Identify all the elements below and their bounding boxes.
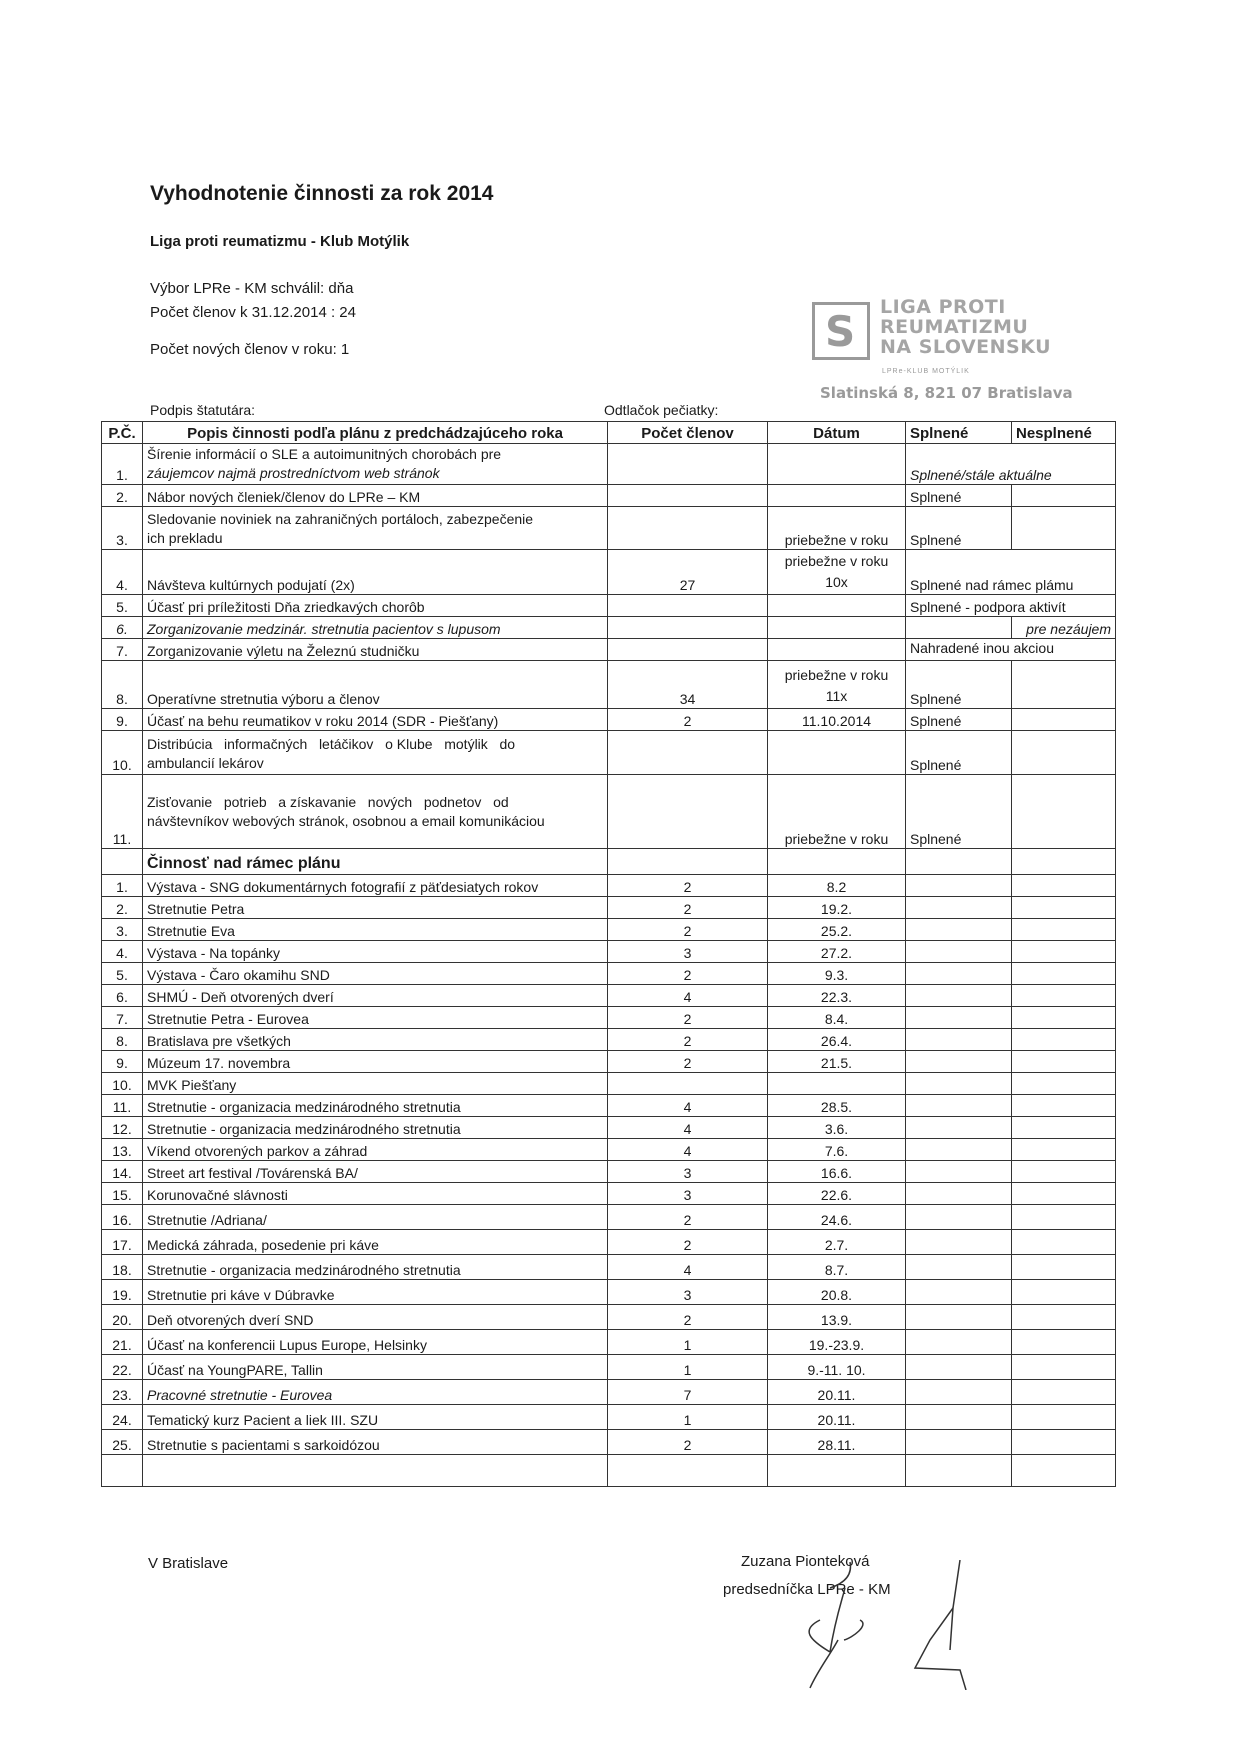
row-members: 4 xyxy=(608,1139,768,1161)
table-row xyxy=(102,1117,1116,1139)
row-date xyxy=(768,617,906,639)
table-row xyxy=(102,1051,1116,1073)
footer-name: Zuzana Pionteková xyxy=(741,1553,870,1570)
row-done: Nahradené inou akciou xyxy=(906,639,1116,661)
row-description: Stretnutie Eva xyxy=(143,919,608,941)
row-members: 3 xyxy=(608,941,768,963)
table-row xyxy=(102,1405,1116,1430)
row-description: Sledovanie noviniek na zahraničných portáloch, zabezpečenie ich prekladu xyxy=(143,507,608,550)
row-number: 22. xyxy=(102,1355,143,1380)
row-description: Stretnutie - organizacia medzinárodného stretnutia xyxy=(143,1255,608,1280)
row-date: 9.-11. 10. xyxy=(768,1355,906,1380)
stamp-line-2: REUMATIZMU xyxy=(880,316,1029,338)
row-done xyxy=(906,617,1012,639)
row-done xyxy=(906,1380,1012,1405)
row-members: 3 xyxy=(608,1183,768,1205)
row-not-done xyxy=(1012,897,1116,919)
row-number: 10. xyxy=(102,1073,143,1095)
row-description: Nábor nových členiek/členov do LPRe – KM xyxy=(143,485,608,507)
row-description: Účasť pri príležitosti Dňa zriedkavých chorôb xyxy=(143,595,608,617)
row-date: 28.5. xyxy=(768,1095,906,1117)
row-description: Stretnutie - organizacia medzinárodného stretnutia xyxy=(143,1095,608,1117)
table-row xyxy=(102,731,1116,775)
row-number: 4. xyxy=(102,941,143,963)
row-description: Bratislava pre všetkých xyxy=(143,1029,608,1051)
table-row xyxy=(102,1330,1116,1355)
row-not-done xyxy=(1012,1380,1116,1405)
header-no: P.Č. xyxy=(102,422,143,444)
row-number: 11. xyxy=(102,1095,143,1117)
table-row xyxy=(102,1205,1116,1230)
row-number: 16. xyxy=(102,1205,143,1230)
row-date: 7.6. xyxy=(768,1139,906,1161)
row-not-done xyxy=(1012,775,1116,849)
row-members: 27 xyxy=(608,550,768,595)
row-number: 1. xyxy=(102,444,143,485)
row-done xyxy=(906,1183,1012,1205)
table-row xyxy=(102,1280,1116,1305)
row-date: 8.2 xyxy=(768,875,906,897)
info-line-approval: Výbor LPRe - KM schválil: dňa xyxy=(150,280,354,297)
row-done xyxy=(906,1139,1012,1161)
table-row xyxy=(102,1007,1116,1029)
header-date: Dátum xyxy=(768,422,906,444)
row-not-done xyxy=(1012,485,1116,507)
row-number: 21. xyxy=(102,1330,143,1355)
row-members: 2 xyxy=(608,897,768,919)
row-number: 15. xyxy=(102,1183,143,1205)
table-row xyxy=(102,963,1116,985)
row-date: 28.11. xyxy=(768,1430,906,1455)
row-members: 7 xyxy=(608,1380,768,1405)
table-row xyxy=(102,875,1116,897)
row-not-done xyxy=(1012,731,1116,775)
row-number: 20. xyxy=(102,1305,143,1330)
row-date: 13.9. xyxy=(768,1305,906,1330)
table-row xyxy=(102,709,1116,731)
row-date: 16.6. xyxy=(768,1161,906,1183)
row-date: 25.2. xyxy=(768,919,906,941)
row-members xyxy=(608,444,768,485)
info-line-members: Počet členov k 31.12.2014 : 24 xyxy=(150,304,356,321)
row-number: 5. xyxy=(102,595,143,617)
row-members: 2 xyxy=(608,1230,768,1255)
table-row xyxy=(102,1230,1116,1255)
row-date: 26.4. xyxy=(768,1029,906,1051)
row-number: 2. xyxy=(102,897,143,919)
row-done: Splnené xyxy=(906,709,1012,731)
table-row xyxy=(102,941,1116,963)
row-not-done xyxy=(1012,507,1116,550)
row-date: 27.2. xyxy=(768,941,906,963)
row-done xyxy=(906,1029,1012,1051)
row-number: 3. xyxy=(102,507,143,550)
row-date: 20.8. xyxy=(768,1280,906,1305)
row-done xyxy=(906,941,1012,963)
stamp-line-3: NA SLOVENSKU xyxy=(880,336,1052,358)
row-done: Splnené xyxy=(906,507,1012,550)
row-not-done xyxy=(1012,919,1116,941)
row-number: 1. xyxy=(102,875,143,897)
row-description: Stretnutie /Adriana/ xyxy=(143,1205,608,1230)
row-members xyxy=(608,639,768,661)
row-not-done xyxy=(1012,1205,1116,1230)
row-description: Účasť na konferencii Lupus Europe, Helsinky xyxy=(143,1330,608,1355)
row-members: 4 xyxy=(608,1255,768,1280)
row-description: Stretnutie - organizacia medzinárodného stretnutia xyxy=(143,1117,608,1139)
row-members xyxy=(608,617,768,639)
row-members: 2 xyxy=(608,919,768,941)
row-members xyxy=(608,485,768,507)
row-members: 1 xyxy=(608,1355,768,1380)
row-number: 6. xyxy=(102,617,143,639)
row-done xyxy=(906,897,1012,919)
row-members xyxy=(608,775,768,849)
row-description: Medická záhrada, posedenie pri káve xyxy=(143,1230,608,1255)
row-done xyxy=(906,1073,1012,1095)
row-description: Stretnutie pri káve v Dúbravke xyxy=(143,1280,608,1305)
row-members: 1 xyxy=(608,1330,768,1355)
table-row xyxy=(102,1139,1116,1161)
row-number: 19. xyxy=(102,1280,143,1305)
row-description: Výstava - Na topánky xyxy=(143,941,608,963)
row-description: Stretnutie Petra xyxy=(143,897,608,919)
stamp-line-1: LIGA PROTI xyxy=(880,296,1006,318)
row-not-done xyxy=(1012,1073,1116,1095)
row-members: 4 xyxy=(608,1095,768,1117)
row-not-done xyxy=(1012,1230,1116,1255)
row-members: 2 xyxy=(608,963,768,985)
table-row xyxy=(102,485,1116,507)
row-members xyxy=(608,595,768,617)
row-date xyxy=(768,1073,906,1095)
row-number: 7. xyxy=(102,639,143,661)
row-date xyxy=(768,485,906,507)
row-date xyxy=(768,595,906,617)
table-header-row xyxy=(102,422,1116,444)
row-number: 11. xyxy=(102,775,143,849)
table-row-empty xyxy=(102,1455,1116,1487)
row-description: Víkend otvorených parkov a záhrad xyxy=(143,1139,608,1161)
table-row xyxy=(102,507,1116,550)
row-members xyxy=(608,1073,768,1095)
row-not-done xyxy=(1012,875,1116,897)
row-description: Výstava - SNG dokumentárnych fotografií z päťdesiatych rokov xyxy=(143,875,608,897)
row-not-done xyxy=(1012,1161,1116,1183)
row-date: 20.11. xyxy=(768,1380,906,1405)
row-description: Zisťovanie potrieb a získavanie nových podnetov od návštevníkov webových stránok, osobnou a email komunikáciou xyxy=(143,775,608,849)
row-number: 23. xyxy=(102,1380,143,1405)
row-description: Street art festival /Továrenská BA/ xyxy=(143,1161,608,1183)
document-title: Vyhodnotenie činnosti za rok 2014 xyxy=(150,182,494,205)
row-description: Zorganizovanie medzinár. stretnutia pacientov s lupusom xyxy=(143,617,608,639)
table-row xyxy=(102,595,1116,617)
header-description: Popis činnosti podľa plánu z predchádzajúceho roka xyxy=(143,422,608,444)
row-done xyxy=(906,1330,1012,1355)
row-number: 9. xyxy=(102,709,143,731)
row-not-done xyxy=(1012,1029,1116,1051)
row-done xyxy=(906,963,1012,985)
row-date xyxy=(768,444,906,485)
stamp-logo-icon: S xyxy=(812,302,870,360)
row-description: Operatívne stretnutia výboru a členov xyxy=(143,661,608,709)
table-row xyxy=(102,1255,1116,1280)
row-not-done xyxy=(1012,1280,1116,1305)
row-date: priebežne v roku xyxy=(768,775,906,849)
row-not-done xyxy=(1012,941,1116,963)
row-done xyxy=(906,1205,1012,1230)
row-not-done xyxy=(1012,1139,1116,1161)
section-title: Činnosť nad rámec plánu xyxy=(143,849,608,875)
row-done xyxy=(906,1095,1012,1117)
header-members: Počet členov xyxy=(608,422,768,444)
table-row xyxy=(102,919,1116,941)
row-number: 24. xyxy=(102,1405,143,1430)
row-date xyxy=(768,639,906,661)
header-not-done: Nesplnené xyxy=(1012,422,1116,444)
row-description: Stretnutie s pacientami s sarkoidózou xyxy=(143,1430,608,1455)
stamp-small-text: LPRe-KLUB MOTÝLIK xyxy=(882,368,970,375)
row-not-done xyxy=(1012,1117,1116,1139)
row-not-done xyxy=(1012,661,1116,709)
row-members: 2 xyxy=(608,1029,768,1051)
row-number: 18. xyxy=(102,1255,143,1280)
table-row xyxy=(102,617,1116,639)
signature-label: Podpis štatutára: xyxy=(150,402,256,418)
row-number: 6. xyxy=(102,985,143,1007)
row-description: Pracovné stretnutie - Eurovea xyxy=(143,1380,608,1405)
row-date: priebežne v roku 11x xyxy=(768,661,906,709)
row-done: Splnené/stále aktuálne xyxy=(906,444,1116,485)
row-members: 4 xyxy=(608,1117,768,1139)
extra-activities xyxy=(102,875,1116,1455)
row-members xyxy=(608,731,768,775)
row-done: Splnené - podpora aktivít xyxy=(906,595,1116,617)
handwritten-signature xyxy=(790,1560,980,1690)
row-not-done xyxy=(1012,1051,1116,1073)
section-row xyxy=(102,849,1116,875)
row-description: Tematický kurz Pacient a liek III. SZU xyxy=(143,1405,608,1430)
row-number: 13. xyxy=(102,1139,143,1161)
table-row xyxy=(102,1430,1116,1455)
row-not-done xyxy=(1012,1095,1116,1117)
row-date: 20.11. xyxy=(768,1405,906,1430)
row-members: 1 xyxy=(608,1405,768,1430)
table-row xyxy=(102,1380,1116,1405)
row-date: 3.6. xyxy=(768,1117,906,1139)
row-done xyxy=(906,1305,1012,1330)
row-number: 2. xyxy=(102,485,143,507)
row-not-done xyxy=(1012,1255,1116,1280)
row-members: 3 xyxy=(608,1161,768,1183)
row-done xyxy=(906,1117,1012,1139)
row-done xyxy=(906,1280,1012,1305)
row-date: 2.7. xyxy=(768,1230,906,1255)
row-done xyxy=(906,1007,1012,1029)
row-number: 17. xyxy=(102,1230,143,1255)
row-date: 8.7. xyxy=(768,1255,906,1280)
row-members: 2 xyxy=(608,875,768,897)
row-date: 9.3. xyxy=(768,963,906,985)
row-number: 25. xyxy=(102,1430,143,1455)
row-done: Splnené xyxy=(906,775,1012,849)
table-row xyxy=(102,1305,1116,1330)
table-row xyxy=(102,1073,1116,1095)
row-members: 2 xyxy=(608,1205,768,1230)
row-description: SHMÚ - Deň otvorených dverí xyxy=(143,985,608,1007)
row-members: 2 xyxy=(608,1007,768,1029)
row-description: Stretnutie Petra - Eurovea xyxy=(143,1007,608,1029)
header-done: Splnené xyxy=(906,422,1012,444)
row-date: 19.2. xyxy=(768,897,906,919)
activity-table xyxy=(101,421,1116,1487)
row-done: Splnené xyxy=(906,485,1012,507)
table-row xyxy=(102,550,1116,595)
stamp-address: Slatinská 8, 821 07 Bratislava xyxy=(820,384,1073,402)
row-description: Korunovačné slávnosti xyxy=(143,1183,608,1205)
row-done xyxy=(906,1255,1012,1280)
row-not-done xyxy=(1012,985,1116,1007)
row-done xyxy=(906,1430,1012,1455)
row-description: Účasť na YoungPARE, Tallin xyxy=(143,1355,608,1380)
row-not-done xyxy=(1012,963,1116,985)
table-row xyxy=(102,775,1116,849)
row-date: 21.5. xyxy=(768,1051,906,1073)
row-done xyxy=(906,919,1012,941)
row-description: Distribúcia informačných letáčikov o Klube motýlik do ambulancií lekárov xyxy=(143,731,608,775)
row-number: 9. xyxy=(102,1051,143,1073)
row-done xyxy=(906,1051,1012,1073)
row-number: 12. xyxy=(102,1117,143,1139)
row-number: 3. xyxy=(102,919,143,941)
row-description: Šírenie informácií o SLE a autoimunitných chorobách pre záujemcov najmä prostredníctvom web stránok xyxy=(143,444,608,485)
row-date: 24.6. xyxy=(768,1205,906,1230)
row-date: priebežne v roku xyxy=(768,507,906,550)
row-description: Deň otvorených dverí SND xyxy=(143,1305,608,1330)
row-members: 2 xyxy=(608,1051,768,1073)
row-number: 8. xyxy=(102,661,143,709)
row-done xyxy=(906,875,1012,897)
footer-place: V Bratislave xyxy=(148,1555,229,1572)
table-row xyxy=(102,1095,1116,1117)
row-not-done: pre nezáujem xyxy=(1012,617,1116,639)
row-date xyxy=(768,731,906,775)
footer-role: predsedníčka LPRe - KM xyxy=(723,1581,891,1598)
table-row xyxy=(102,985,1116,1007)
row-members: 34 xyxy=(608,661,768,709)
row-members: 4 xyxy=(608,985,768,1007)
row-date: 11.10.2014 xyxy=(768,709,906,731)
table-row xyxy=(102,897,1116,919)
row-description: Návšteva kultúrnych podujatí (2x) xyxy=(143,550,608,595)
row-not-done xyxy=(1012,1330,1116,1355)
table-row xyxy=(102,1183,1116,1205)
row-not-done xyxy=(1012,1305,1116,1330)
table-row xyxy=(102,661,1116,709)
row-date: 22.3. xyxy=(768,985,906,1007)
table-row xyxy=(102,639,1116,661)
row-members xyxy=(608,507,768,550)
row-number: 14. xyxy=(102,1161,143,1183)
row-not-done xyxy=(1012,1430,1116,1455)
stamp-label: Odtlačok pečiatky: xyxy=(604,402,719,418)
row-members: 2 xyxy=(608,1430,768,1455)
table-row xyxy=(102,444,1116,485)
row-done xyxy=(906,985,1012,1007)
row-not-done xyxy=(1012,1183,1116,1205)
organization-stamp xyxy=(812,298,1052,376)
row-description: Zorganizovanie výletu na Železnú studničku xyxy=(143,639,608,661)
row-description: Účasť na behu reumatikov v roku 2014 (SDR - Piešťany) xyxy=(143,709,608,731)
row-description: Múzeum 17. novembra xyxy=(143,1051,608,1073)
row-number: 10. xyxy=(102,731,143,775)
row-description: Výstava - Čaro okamihu SND xyxy=(143,963,608,985)
row-date: priebežne v roku 10x xyxy=(768,550,906,595)
table-row xyxy=(102,1029,1116,1051)
row-members: 3 xyxy=(608,1280,768,1305)
row-not-done xyxy=(1012,1355,1116,1380)
row-done: Splnené xyxy=(906,731,1012,775)
organization-name: Liga proti reumatizmu - Klub Motýlik xyxy=(150,233,410,250)
row-done xyxy=(906,1161,1012,1183)
row-not-done xyxy=(1012,1007,1116,1029)
table-row xyxy=(102,1161,1116,1183)
row-description: MVK Piešťany xyxy=(143,1073,608,1095)
row-done: Splnené nad rámec plámu xyxy=(906,550,1116,595)
row-number: 5. xyxy=(102,963,143,985)
row-number: 4. xyxy=(102,550,143,595)
row-members: 2 xyxy=(608,709,768,731)
row-number: 7. xyxy=(102,1007,143,1029)
row-done xyxy=(906,1405,1012,1430)
row-not-done xyxy=(1012,709,1116,731)
info-line-new-members: Počet nových členov v roku: 1 xyxy=(150,341,350,358)
row-date: 8.4. xyxy=(768,1007,906,1029)
row-members: 2 xyxy=(608,1305,768,1330)
row-not-done xyxy=(1012,1405,1116,1430)
row-number: 8. xyxy=(102,1029,143,1051)
row-date: 22.6. xyxy=(768,1183,906,1205)
table-row xyxy=(102,1355,1116,1380)
row-done xyxy=(906,1230,1012,1255)
row-done xyxy=(906,1355,1012,1380)
row-done: Splnené xyxy=(906,661,1012,709)
row-date: 19.-23.9. xyxy=(768,1330,906,1355)
